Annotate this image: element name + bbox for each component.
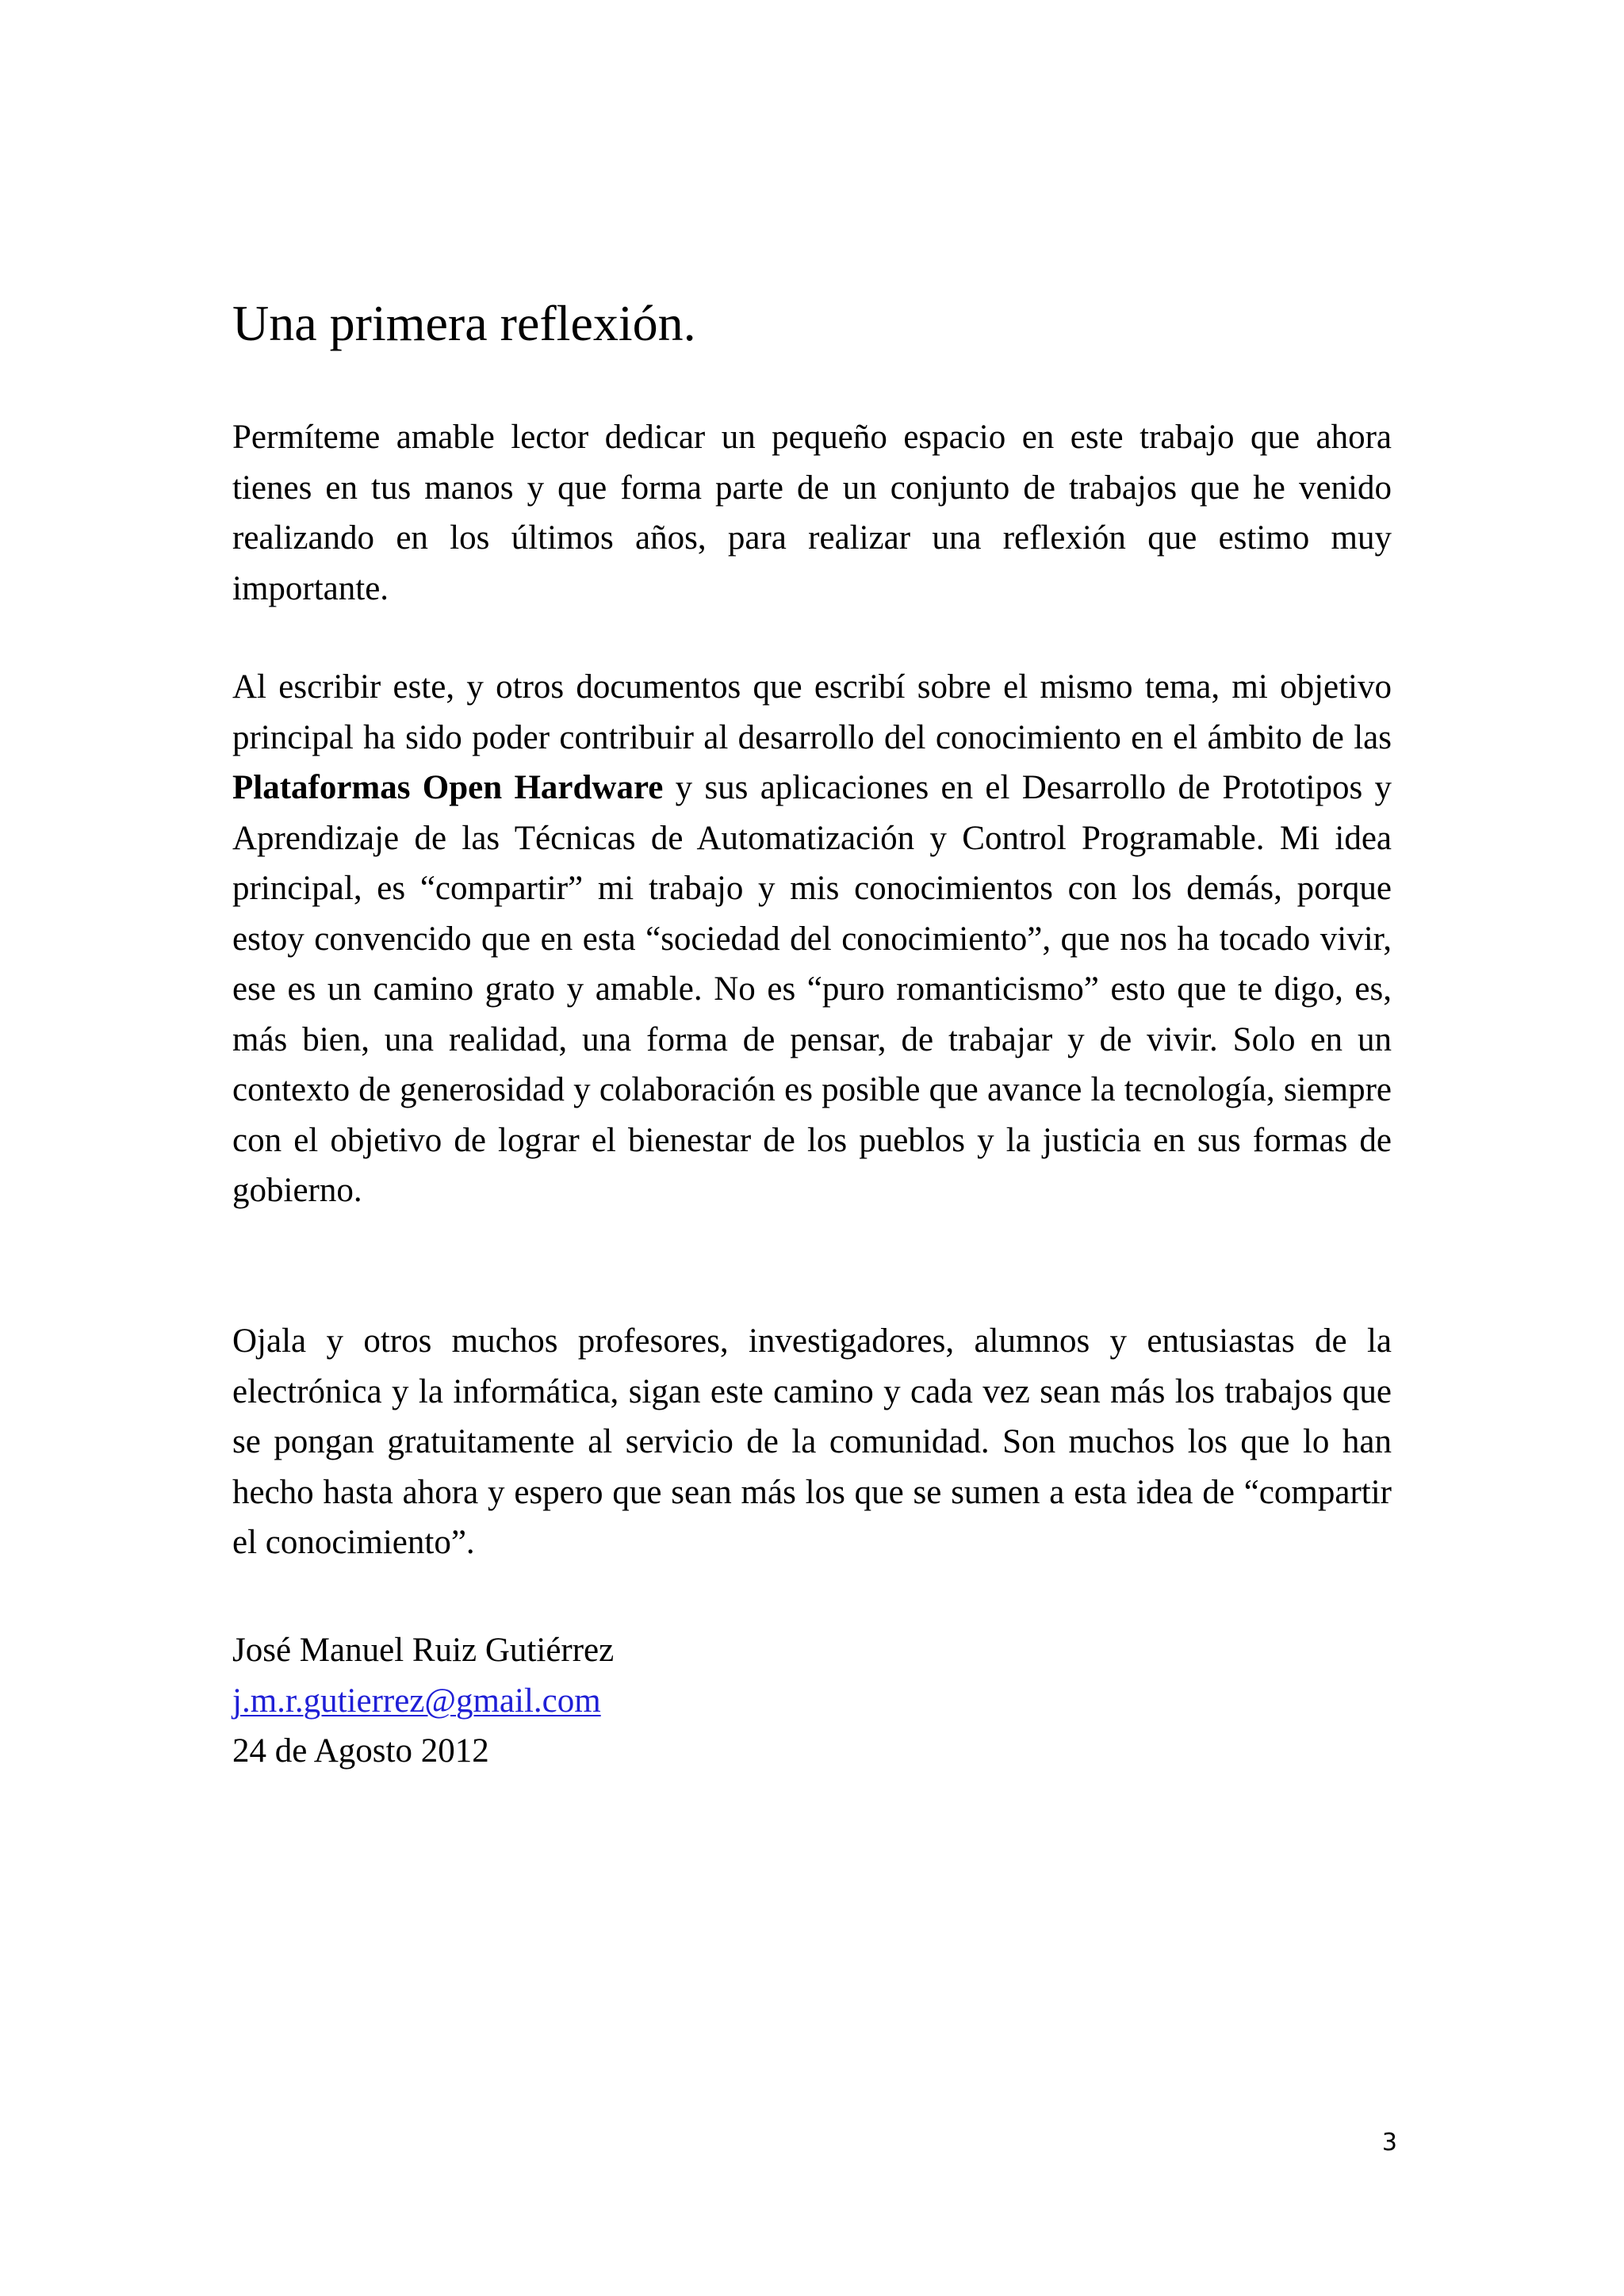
paragraph-objective <box>232 662 1392 1216</box>
bold-term-open-hardware: Plataformas Open Hardware <box>232 769 664 806</box>
paragraph-intro: Permíteme amable lector dedicar un pequeño espacio en este trabajo que ahora tienes en tus manos y que forma parte de un conjunto de trabajos que he venido realizando en los últimos años, para realizar una reflexión que estimo muy importante. <box>232 419 1392 607</box>
page-number: 3 <box>1381 2129 1397 2156</box>
paragraph-objective-text-before: Al escribir este, y otros documentos que escribí sobre el mismo tema, mi objetivo principal ha sido poder contribuir al desarrollo del conocimiento en el ámbito de las <box>232 668 1392 756</box>
author-email-link[interactable]: j.m.r.gutierrez@gmail.com <box>232 1682 601 1720</box>
paragraph-closing: Ojala y otros muchos profesores, investigadores, alumnos y entusiastas de la electrónica y la informática, sigan este camino y cada vez sean más los trabajos que se pongan gratuitamente al servicio de la comunidad. Son muchos los que lo han hecho hasta ahora y espero que sean más los que se sumen a esta idea de “compartir el conocimiento”. <box>232 1322 1392 1561</box>
paragraph-objective-text-after: y sus aplicaciones en el Desarrollo de Prototipos y Aprendizaje de las Técnicas de Automatización y Control Programable. Mi idea principal, es “compartir” mi trabajo y mis conocimientos con los demás, porque estoy convencido que en esta “sociedad del conocimiento”, que nos ha tocado vivir, ese es un camino grato y amable. No es “puro romanticismo” esto que te digo, es, más bien, una realidad, una forma de pensar, de trabajar y de vivir. Solo en un contexto de generosidad y colaboración es posible que avance la tecnología, siempre con el objetivo de lograr el bienestar de los pueblos y la justicia en sus formas de gobierno. <box>232 769 1392 1209</box>
page-title: Una primera reflexión. <box>232 295 696 351</box>
signature-block <box>232 1625 614 1777</box>
signature-date: 24 de Agosto 2012 <box>232 1732 489 1770</box>
author-name: José Manuel Ruiz Gutiérrez <box>232 1632 615 1669</box>
